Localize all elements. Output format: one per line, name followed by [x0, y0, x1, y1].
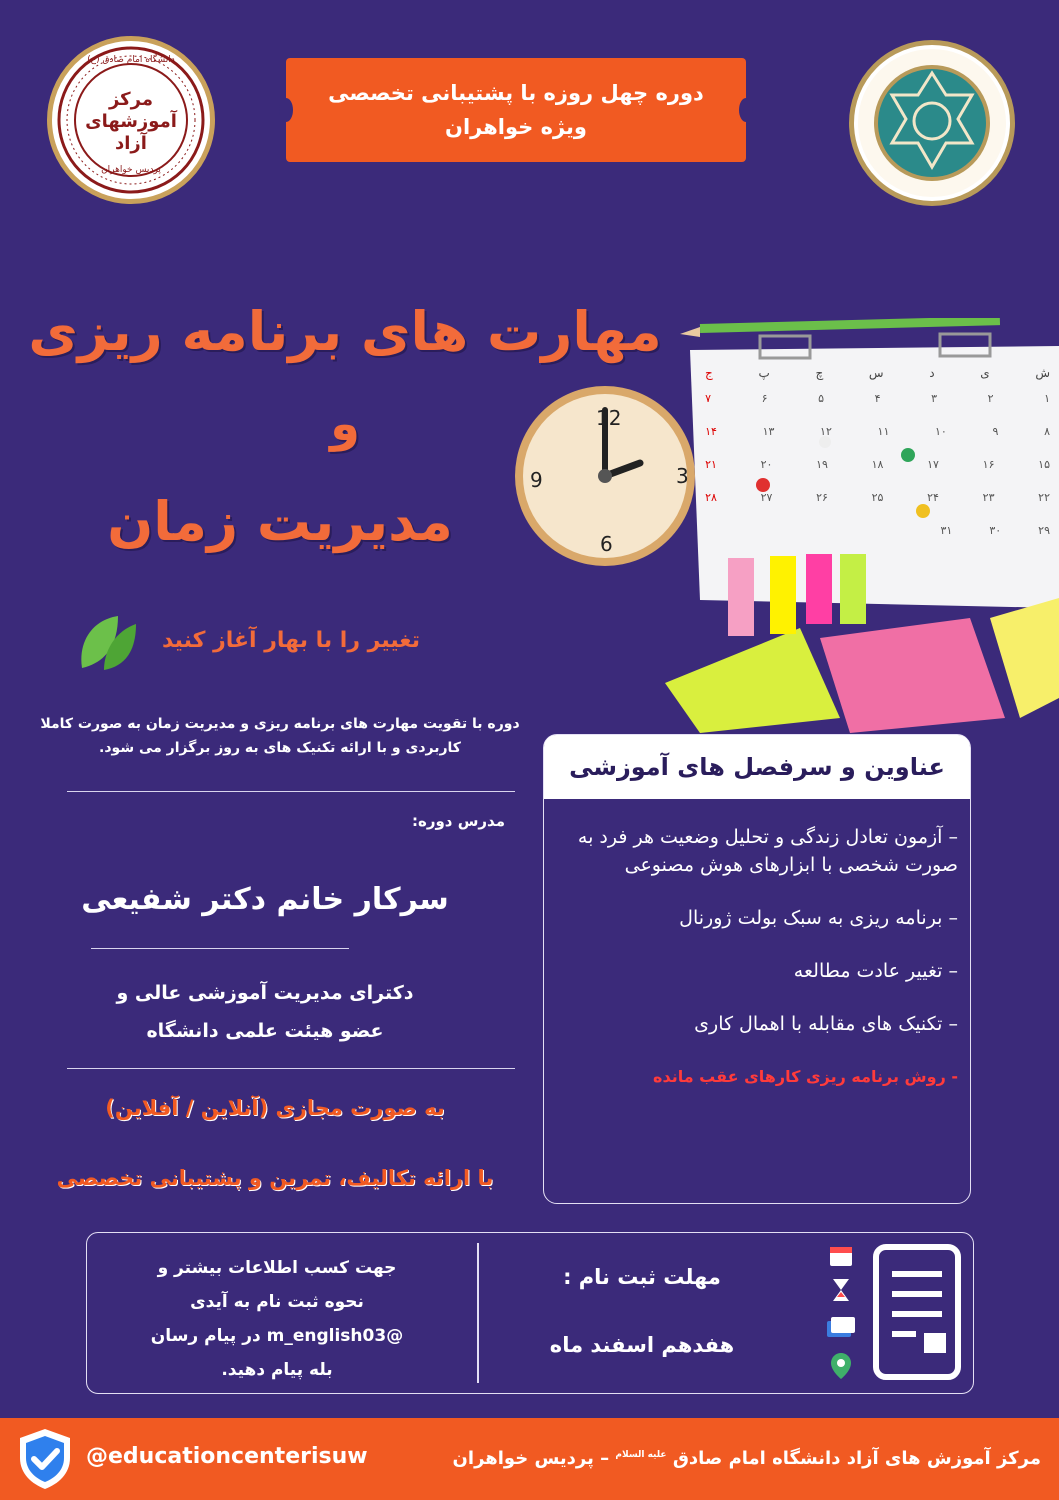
date-cell: ۲۷ — [760, 491, 773, 504]
clock-number-9: 9 — [530, 468, 543, 492]
date-cell: ۲۵ — [871, 491, 884, 504]
clock-number-12: 12 — [596, 406, 622, 430]
date-cell: ۳ — [931, 392, 937, 405]
divider — [91, 948, 349, 949]
date-cell: ۳۰ — [989, 524, 1002, 537]
payment-card-icon — [825, 1315, 857, 1341]
calendar-week-row — [705, 491, 1050, 504]
topic-item: – تکنیک های مقابله با اهمال کاری — [694, 1013, 958, 1035]
headline-line-3: مدیریت زمان — [107, 490, 453, 553]
day-label: ش — [1035, 366, 1050, 380]
calendar-week-row — [705, 425, 1050, 438]
day-label: د — [929, 366, 935, 380]
date-cell: ۶ — [761, 392, 768, 405]
calendar-day-row — [705, 366, 1050, 380]
headline-line-2: و — [330, 396, 360, 452]
topics-box — [543, 734, 971, 1204]
date-cell: ۲۹ — [1038, 524, 1050, 537]
date-cell: ۷ — [705, 392, 711, 405]
date-cell: ۱۱ — [877, 425, 890, 438]
footer-bar — [0, 1418, 1059, 1500]
logo-ring-text: دانشگاه امام صادق (ع) — [87, 55, 175, 65]
day-label: ی — [980, 366, 990, 380]
top-banner — [286, 58, 746, 162]
date-cell: ۵ — [818, 392, 824, 405]
date-cell: ۲۳ — [982, 491, 995, 504]
date-cell: ۸ — [1044, 425, 1050, 438]
date-cell: ۱۶ — [982, 458, 995, 471]
logo-bottom-text: پردیس خواهران — [101, 165, 161, 175]
calendar-grid — [705, 366, 1050, 537]
verified-shield-icon — [14, 1426, 76, 1492]
university-emblem-icon — [854, 45, 1010, 201]
deadline-value: هفدهم اسفند ماه — [549, 1333, 735, 1357]
date-cell: ۱۴ — [705, 425, 717, 438]
headline-line-1: مهارت های برنامه ریزی — [28, 300, 662, 363]
clock-number-6: 6 — [600, 532, 613, 556]
calendar-icon — [827, 1241, 855, 1269]
course-support: با ارائه تکالیف، تمرین و پشتیبانی تخصصی — [56, 1166, 494, 1190]
day-label: پ — [758, 366, 770, 380]
day-label: ج — [705, 366, 713, 380]
planning-illustration — [500, 318, 1059, 733]
divider — [67, 791, 515, 792]
date-cell: ۱۲ — [820, 425, 832, 438]
clock-number-3: 3 — [676, 464, 689, 488]
leaf-icon — [74, 612, 140, 674]
date-cell: ۲۸ — [705, 491, 717, 504]
date-cell: ۱۹ — [816, 458, 828, 471]
date-cell: ۳۱ — [940, 524, 953, 537]
logo-main-text: مرکز آموزشهای آزاد — [85, 89, 177, 154]
topics-title: عناوین و سرفصل های آموزشی — [544, 735, 970, 799]
contact-line-3: @m_english03 در پیام رسان — [150, 1326, 404, 1346]
topic-item: – آزمون تعادل زندگی و تحلیل وضعیت هر فرد به صورت شخصی با ابزارهای هوش مصنوعی — [577, 826, 958, 876]
intro-paragraph: دوره با تقویت مهارت های برنامه ریزی و مدیریت زمان به صورت کاملا کاربردی و با ارائه تکنیک های به روز برگزار می شود. — [40, 716, 520, 756]
date-cell: ۱۷ — [927, 458, 939, 471]
instructor-desc-line-1: دکترای مدیریت آموزشی عالی و — [116, 982, 414, 1004]
registration-form-icon — [872, 1243, 962, 1383]
calendar-week-row — [705, 392, 1050, 405]
day-label: چ — [815, 366, 824, 380]
instructor-name: سرکار خانم دکتر شفیعی — [81, 882, 449, 917]
date-cell: ۱۳ — [762, 425, 775, 438]
contact-line-1: جهت کسب اطلاعات بیشتر و — [157, 1258, 397, 1278]
date-cell: ۲۶ — [816, 491, 828, 504]
contact-line-2: نحوه ثبت نام به آیدی — [190, 1292, 364, 1312]
social-handle[interactable]: @educationcenterisuw — [86, 1444, 368, 1469]
vertical-divider — [477, 1243, 479, 1383]
banner-line-2: ویژه خواهران — [445, 115, 587, 139]
topic-item-highlight: - روش برنامه ریزی کارهای عقب مانده — [653, 1067, 958, 1086]
course-mode: به صورت مجازی (آنلاین / آفلاین) — [105, 1096, 445, 1120]
date-cell: ۲۴ — [927, 491, 939, 504]
university-logo — [849, 40, 1015, 206]
org-branch: – پردیس خواهران — [452, 1448, 610, 1469]
deadline-label: مهلت ثبت نام : — [563, 1265, 721, 1289]
org-main: مرکز آموزش های آزاد دانشگاه امام صادق — [672, 1448, 1041, 1469]
calendar-week-row — [705, 524, 1050, 537]
date-cell: ۲۱ — [705, 458, 717, 471]
topic-item: – تغییر عادت مطالعه — [793, 960, 958, 982]
topic-item: – برنامه ریزی به سبک بولت ژورنال — [679, 907, 958, 929]
date-cell: ۱۰ — [935, 425, 947, 438]
contact-info — [117, 1251, 437, 1387]
date-cell: ۱۸ — [871, 458, 884, 471]
organization-name — [415, 1448, 1041, 1469]
banner-line-1: دوره چهل روزه با پشتیبانی تخصصی — [328, 81, 704, 105]
calendar-week-row — [705, 458, 1050, 471]
location-pin-icon — [829, 1351, 853, 1381]
spring-tagline: تغییر را با بهار آغاز کنید — [161, 628, 420, 653]
hourglass-icon — [831, 1277, 851, 1303]
contact-line-4: بله پیام دهید. — [221, 1360, 333, 1380]
date-cell: ۲۲ — [1038, 491, 1050, 504]
date-cell: ۱۵ — [1038, 458, 1050, 471]
registration-box — [86, 1232, 974, 1394]
topics-list — [558, 823, 958, 1116]
date-cell: ۱ — [1044, 392, 1050, 405]
center-logo — [47, 36, 215, 204]
date-cell: ۲۰ — [760, 458, 773, 471]
instructor-label: مدرس دوره: — [411, 812, 505, 830]
date-cell: ۴ — [874, 392, 881, 405]
instructor-desc-line-2: عضو هیئت علمی دانشگاه — [146, 1020, 384, 1042]
day-label: س — [868, 366, 884, 380]
org-honorific: علیه السلام — [615, 1450, 667, 1460]
divider — [67, 1068, 515, 1069]
date-cell: ۲ — [987, 392, 994, 405]
date-cell: ۹ — [992, 425, 999, 438]
